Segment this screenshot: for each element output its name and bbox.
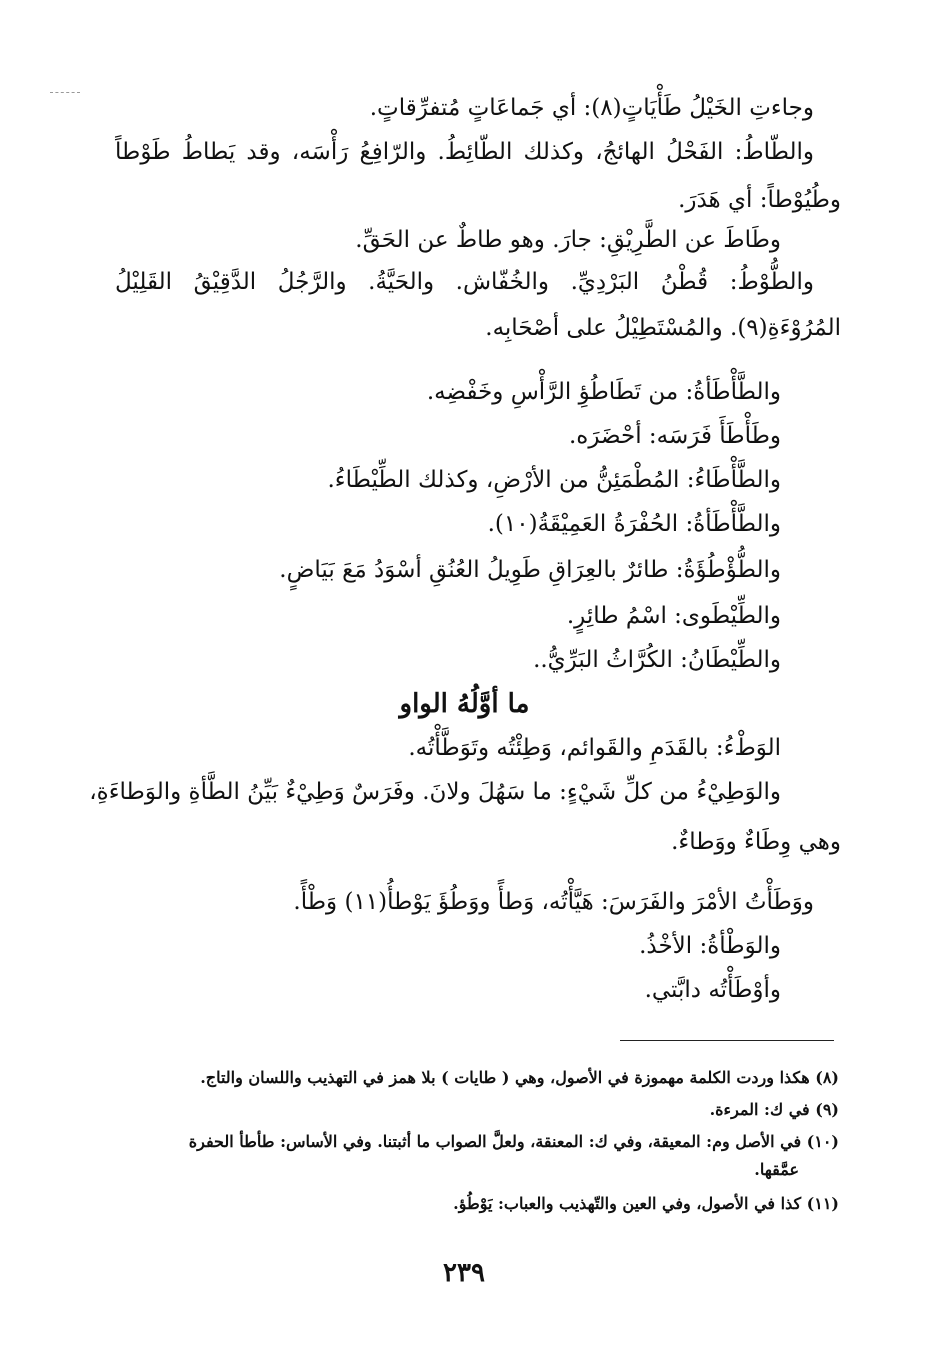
text-line: والوَطِيْءُ من كلِّ شَيْءٍ: ما سَهُلَ ولانَ. وفَرَسٌ وَطِيْءٌ بَيِّنُ الطَّأةِ والوَطاءَةِ، bbox=[89, 779, 781, 805]
text-line: والطَّأْطَاءُ: المُطْمَئِنُّ من الأرْضِ، وكذلك الطِّيْطَاءُ. bbox=[327, 467, 781, 493]
text-line: والطُّؤْطُؤَةُ: طائرٌ بالعِرَاقِ طَوِيلُ العُنُقِ أسْوَدُ مَعَ بَيَاضٍ. bbox=[279, 557, 781, 583]
text-line: والطُّوْطُ: قُطْنُ البَرْدِيِّ. والخُفّاش. والحَيَّةُ. والرَّجُلُ الدَّقِيْقُ القَلِيْلُ bbox=[115, 269, 814, 295]
text-line: والطَّأْطَأةُ: الحُفْرَةُ العَمِيْقَةُ(١٠). bbox=[487, 511, 781, 537]
text-line: وطُيُوْطاً: أي هَدَرَ. bbox=[678, 187, 841, 213]
text-line: وطَأْطَأَ فَرَسَه: أحْضَرَه. bbox=[569, 423, 781, 449]
footnote: (١١) كذا في الأصول، وفي العين والتّهذيب والعباب: يَوْطُؤ. bbox=[453, 1194, 839, 1213]
text-line: المُرُوْءَةِ(٩). والمُسْتَطِيْلُ على أصْحَابِه. bbox=[485, 315, 841, 341]
text-line: الوَطْءُ: بالقَدَمِ والقَوائم، وَطِئْتُه وتَوَطَّأْتُه. bbox=[408, 735, 781, 761]
text-line: وهي وِطَاءٌ ووَطاءٌ. bbox=[671, 829, 841, 855]
footnote: (٩) في ك: المرءة. bbox=[709, 1100, 839, 1119]
footnote: (٨) هكذا وردت الكلمة مهموزة في الأصول، وهي ( طايات ) بلا همز في التهذيب واللسان والتاج. bbox=[200, 1068, 839, 1087]
text-line: والطِّيْطَانُ: الكُرَّاثُ البَرِّيُّ.. bbox=[533, 647, 781, 673]
footnote-continuation: عمَّقها. bbox=[754, 1160, 799, 1179]
text-line: والطّاطُ: الفَحْلُ الهائجُ، وكذلك الطّائِطُ. والرّافِعُ رَأْسَه، وقد يَطاطُ طَوْطاً bbox=[115, 139, 814, 165]
text-line: والطَّأْطَأةُ: من تَطَاطُؤِ الرَّأْسِ وخَفْضِه. bbox=[426, 379, 781, 405]
text-line: وجاءتِ الخَيْلُ طَأْيَاتٍ(٨): أي جَماعَاتٍ مُتفرِّقاتٍ. bbox=[369, 95, 814, 121]
footnote: (١٠) في الأصل وم: المعيقة، وفي ك: المعنقة، ولعلَّ الصواب ما أثبتنا. وفي الأساس: طأطأ الحفرة bbox=[188, 1132, 839, 1151]
section-heading: ما أوَّلُهُ الواو bbox=[399, 689, 530, 719]
margin-mark bbox=[50, 92, 80, 93]
page-number: ٢٣٩ bbox=[443, 1258, 485, 1288]
text-line: وطَاطَ عن الطَّرِيْقِ: جارَ. وهو طاطٌ عن الحَقِّ. bbox=[355, 227, 781, 253]
text-line: والوَطْأةُ: الأخْذُ. bbox=[639, 933, 781, 959]
footnote-separator bbox=[620, 1040, 834, 1041]
text-line: ووَطَأْتُ الأمْرَ والفَرَسَ: هَيَّأْتُه، وَطأً ووَطُؤَ يَوْطأُ(١١) وَطْأً. bbox=[293, 889, 814, 915]
text-line: والطِّيْطَوى: اسْمُ طائِرٍ. bbox=[566, 603, 781, 629]
text-line: وأوْطَأْتُه دابَّتي. bbox=[644, 977, 781, 1003]
